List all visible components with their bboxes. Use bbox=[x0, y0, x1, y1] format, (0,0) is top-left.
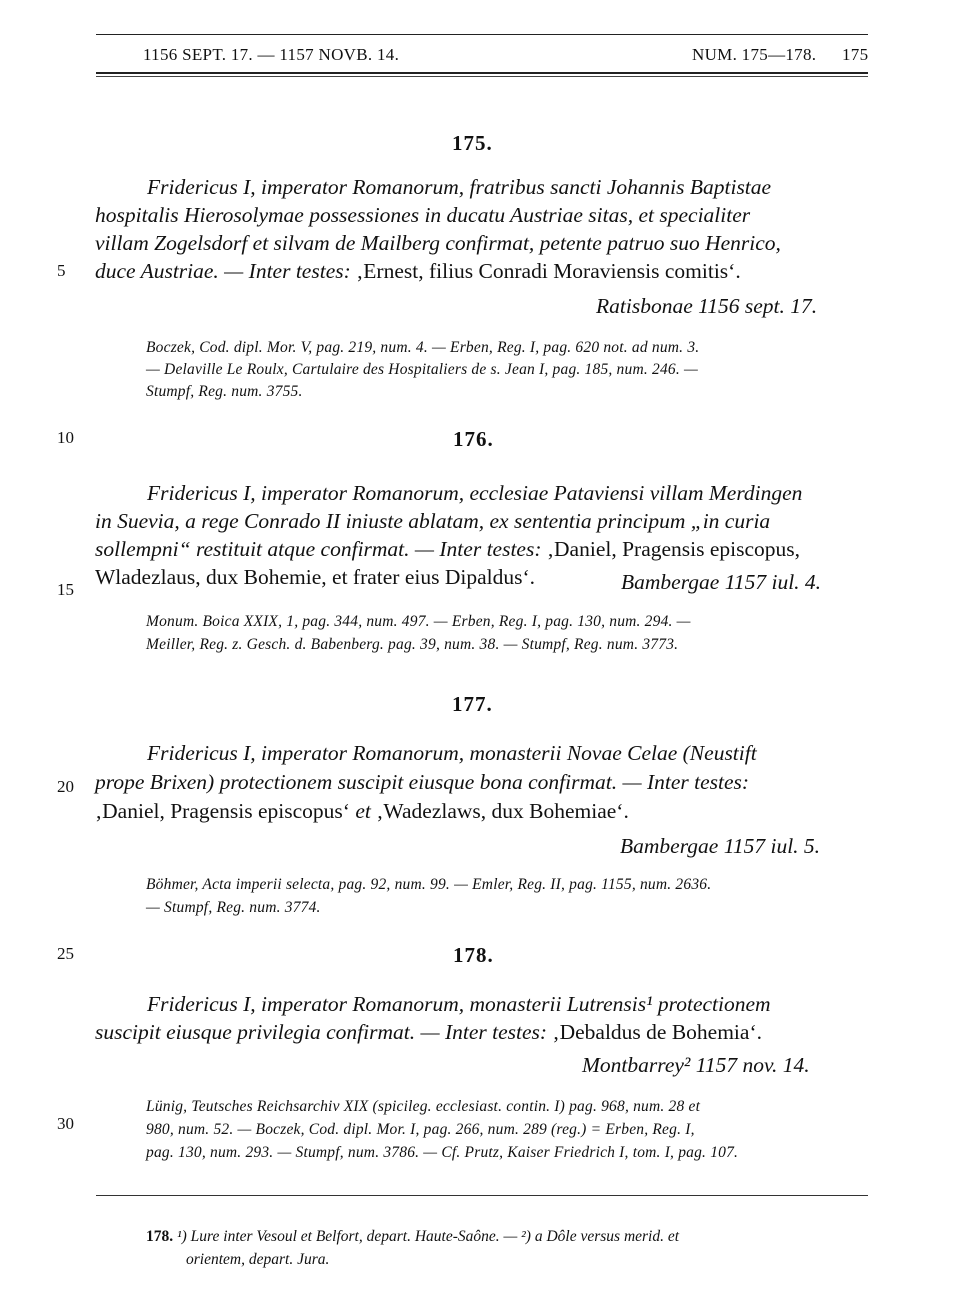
doc177-regest-line: Fridericus I, imperator Romanorum, monasterii Novae Celae (Neustift bbox=[147, 741, 757, 765]
doc178-date: Montbarrey² 1157 nov. 14. bbox=[582, 1053, 810, 1077]
footnote-rule bbox=[96, 1195, 868, 1196]
doc176-reference-line: Monum. Boica XXIX, 1, pag. 344, num. 497. — Erben, Reg. I, pag. 130, num. 294. — bbox=[146, 613, 691, 630]
doc176-witness-text: ‚Daniel, Pragensis episcopus, bbox=[541, 537, 801, 561]
doc176-witness-intro: sollempni“ restituit atque confirmat. — Inter testes: bbox=[95, 537, 542, 561]
doc175-regest-line: villam Zogelsdorf et silvam de Mailberg confirmat, petente patruo suo Henrico, bbox=[95, 231, 781, 255]
document-number-177: 177. bbox=[452, 692, 493, 716]
doc178-regest-line: Fridericus I, imperator Romanorum, monasterii Lutrensis¹ protectionem bbox=[147, 992, 771, 1016]
footnote-label: 178. bbox=[146, 1228, 174, 1245]
header-top-rule bbox=[96, 34, 868, 35]
doc178-witness-intro: suscipit eiusque privilegia confirmat. — Inter testes: bbox=[95, 1020, 548, 1044]
doc176-reference-line: Meiller, Reg. z. Gesch. d. Babenberg. pag. 39, num. 38. — Stumpf, Reg. num. 3773. bbox=[146, 636, 679, 653]
doc177-witness-line bbox=[95, 799, 629, 824]
doc178-reference-line: pag. 130, num. 293. — Stumpf, num. 3786. — Cf. Prutz, Kaiser Friedrich I, tom. I, pag. 107. bbox=[146, 1144, 739, 1161]
doc177-conjunction: et bbox=[355, 799, 371, 823]
footnote-line: orientem, depart. Jura. bbox=[186, 1251, 330, 1268]
document-number-175: 175. bbox=[452, 131, 493, 155]
doc178-reference-line: Lünig, Teutsches Reichsarchiv XIX (spicileg. ecclesiast. contin. I) pag. 968, num. 28 et bbox=[146, 1098, 701, 1115]
line-number-20: 20 bbox=[57, 777, 74, 796]
line-number-25: 25 bbox=[57, 944, 74, 963]
header-bottom-rule-thin bbox=[96, 76, 868, 77]
doc177-reference-line: — Stumpf, Reg. num. 3774. bbox=[146, 899, 321, 916]
doc177-regest-line: prope Brixen) protectionem suscipit eiusque bona confirmat. — Inter testes: bbox=[95, 770, 750, 794]
header-bottom-rule bbox=[96, 72, 868, 74]
line-number-10: 10 bbox=[57, 428, 74, 447]
line-number-5: 5 bbox=[57, 261, 66, 280]
footnote-line bbox=[146, 1228, 679, 1246]
doc178-reference-line: 980, num. 52. — Boczek, Cod. dipl. Mor. I, pag. 266, num. 289 (reg.) = Erben, Reg. I, bbox=[146, 1121, 695, 1138]
doc178-witness-text: ‚Debaldus de Bohemia‘. bbox=[547, 1020, 762, 1044]
doc175-reference-line: Stumpf, Reg. num. 3755. bbox=[146, 383, 303, 400]
doc177-witness-b: ‚Wadezlaws, dux Bohemiae‘. bbox=[370, 799, 629, 823]
doc175-witness-text: ‚Ernest, filius Conradi Moraviensis comitis‘. bbox=[350, 259, 741, 283]
doc175-reference-line: — Delaville Le Roulx, Cartulaire des Hospitaliers de s. Jean I, pag. 185, num. 246. — bbox=[146, 361, 698, 378]
doc175-witness-intro: duce Austriae. — Inter testes: bbox=[95, 259, 351, 283]
doc176-regest-line bbox=[95, 537, 800, 562]
doc176-date: Bambergae 1157 iul. 4. bbox=[621, 570, 822, 594]
doc176-regest-line: Fridericus I, imperator Romanorum, ecclesiae Pataviensi villam Merdingen bbox=[147, 481, 803, 505]
doc177-witness-a: ‚Daniel, Pragensis episcopus‘ bbox=[95, 799, 356, 823]
footnote-text: ¹) Lure inter Vesoul et Belfort, depart. Haute-Saône. — ²) a Dôle versus merid. et bbox=[173, 1228, 680, 1245]
header-number-range: NUM. 175—178. bbox=[692, 45, 817, 64]
line-number-30: 30 bbox=[57, 1114, 74, 1133]
doc175-regest-line: Fridericus I, imperator Romanorum, fratribus sancti Johannis Baptistae bbox=[147, 175, 772, 199]
doc176-regest-line: in Suevia, a rege Conrado II iniuste ablatam, ex sententia principum „in curia bbox=[95, 509, 771, 533]
line-number-15: 15 bbox=[57, 580, 74, 599]
doc175-regest-line: hospitalis Hierosolymae possessiones in ducatu Austriae sitas, et specialiter bbox=[95, 203, 751, 227]
doc177-reference-line: Böhmer, Acta imperii selecta, pag. 92, num. 99. — Emler, Reg. II, pag. 1155, num. 2636. bbox=[146, 876, 712, 893]
doc175-regest-line bbox=[95, 259, 741, 284]
page-number: 175 bbox=[842, 45, 869, 64]
doc178-regest-line bbox=[95, 1020, 762, 1045]
doc176-witness-line: Wladezlaus, dux Bohemie, et frater eius Dipaldus‘. bbox=[95, 565, 536, 589]
header-date-range: 1156 SEPT. 17. — 1157 NOVB. 14. bbox=[143, 45, 400, 64]
doc175-reference-line: Boczek, Cod. dipl. Mor. V, pag. 219, num. 4. — Erben, Reg. I, pag. 620 not. ad num. 3. bbox=[146, 339, 700, 356]
doc177-date: Bambergae 1157 iul. 5. bbox=[620, 834, 821, 858]
document-number-176: 176. bbox=[453, 427, 494, 451]
doc175-date: Ratisbonae 1156 sept. 17. bbox=[596, 294, 818, 318]
document-number-178: 178. bbox=[453, 943, 494, 967]
